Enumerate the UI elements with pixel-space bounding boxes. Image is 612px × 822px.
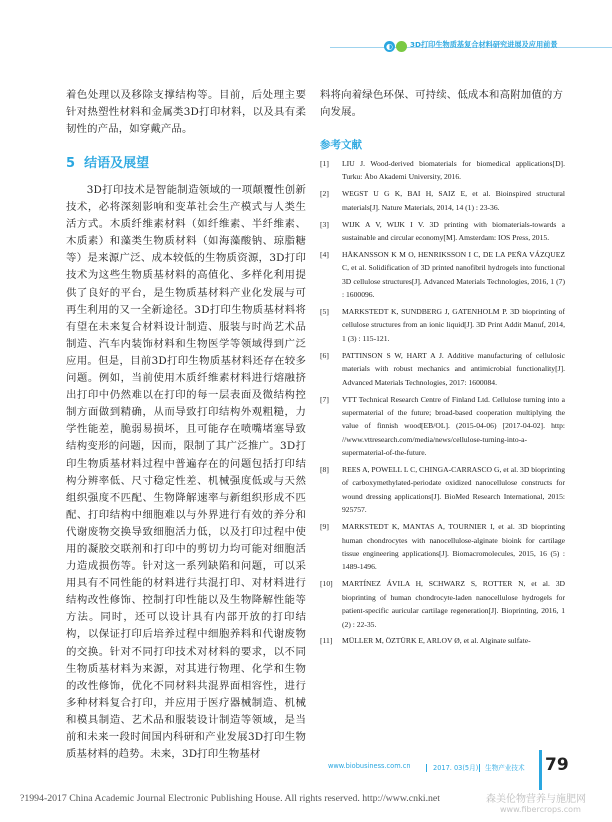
reference-number: [9] bbox=[320, 522, 329, 532]
reference-text: MARKSTEDT K, SUNDBERG J, GATENHOLM P. 3D bioprinting of cellulose structures from an ionic liquid[J]. 3D Print Addit Manuf, 2014, 1 (3) : 115-121. bbox=[342, 307, 565, 343]
running-header bbox=[0, 38, 612, 58]
reference-number: [11] bbox=[320, 636, 333, 646]
reference-item bbox=[320, 463, 565, 517]
reference-item bbox=[320, 393, 565, 460]
reference-item bbox=[320, 157, 565, 184]
header-logo-icon: ◐ bbox=[384, 41, 395, 52]
reference-number: [4] bbox=[320, 249, 329, 259]
reference-item bbox=[320, 218, 565, 245]
reference-text: WIJK A V, WIJK I V. 3D printing with biomaterials-towards a sustainable and circular economy[M]. Amsterdam: IOS Press, 2015. bbox=[342, 219, 565, 243]
reference-number: [1] bbox=[320, 159, 329, 168]
reference-number: [2] bbox=[320, 189, 329, 199]
header-dot-icon bbox=[396, 41, 407, 52]
reference-text: REES A, POWELL L C, CHINGA-CARRASCO G, et al. 3D bioprinting of carboxymethylated-periodate oxidized nanocellulose constructs for wound dressing applications[J]. BioMed Research International, 2015: 925757. bbox=[342, 465, 565, 515]
reference-number: [7] bbox=[320, 394, 329, 404]
reference-item bbox=[320, 520, 565, 574]
reference-text: MÜLLER M, ÖZTÜRK E, ARLOV Ø, et al. Alginate sulfate- bbox=[342, 636, 531, 646]
reference-text: VTT Technical Research Centre of Finland Ltd. Cellulose turning into a supermaterial of the future; broad-based cooperation multiplying the value of finnish wood[EB/OL]. (2015-04-06) [2017-04-02]. http: //www.vttresearch.com/media/news/cellulose-turning-into-a-supermaterial-of-the-future. bbox=[342, 394, 565, 458]
footer-date: 2017. 03(5月) bbox=[433, 764, 479, 772]
footer-separator bbox=[426, 764, 427, 772]
reference-number: [8] bbox=[320, 465, 329, 475]
reference-number: [10] bbox=[320, 579, 333, 589]
footer-separator bbox=[479, 764, 480, 772]
footer-url: www.biobusiness.com.cn bbox=[328, 762, 411, 770]
reference-text: MARKSTEDT K, MANTAS A, TOURNIER I, et al. 3D bioprinting human chondrocytes with nanocellulose-alginate bioink for cartilage tissue engineering applications[J]. Biomacromolecules, 2015, 16 (5) : 1489-1496. bbox=[342, 522, 565, 572]
reference-text: HÅKANSSON K M O, HENRIKSSON I C, DE LA PEÑA VÁZQUEZ C, et al. Solidification of 3D printed nanofibril hydrogels into functional 3D cellulose structures[J]. Advanced Materials Technologies, 2016, 1 (7) : 1600096. bbox=[342, 249, 565, 300]
references-list bbox=[320, 157, 565, 651]
footer-journal: 生物产业技术 bbox=[485, 764, 525, 772]
page-edge-marker bbox=[539, 750, 542, 790]
header-title: 3D打印生物质基复合材料研究进展及应用前景 bbox=[410, 40, 558, 49]
reference-item bbox=[320, 248, 565, 302]
section-number: 5 bbox=[66, 156, 76, 171]
reference-number: [3] bbox=[320, 219, 329, 229]
watermark-text: 森美伦物营养与施肥网 bbox=[486, 794, 586, 805]
references-heading: 参考文献 bbox=[320, 139, 362, 151]
reference-text: LIU J. Wood-derived biomaterials for biomedical applications[D]. Turku: Åbo Akademi University, 2016. bbox=[342, 159, 565, 182]
reference-number: [6] bbox=[320, 350, 329, 360]
reference-item bbox=[320, 187, 565, 214]
section-title: 结语及展望 bbox=[84, 156, 150, 171]
reference-item bbox=[320, 349, 565, 389]
section-heading bbox=[66, 152, 149, 171]
continuation-paragraph: 料将向着绿色环保、可持续、低成本和高附加值的方向发展。 bbox=[320, 89, 563, 119]
reference-text: WEGST U G K, BAI H, SAIZ E, et al. Bioinspired structural materials[J]. Nature Materials, 2014, 14 (1) : 23-36. bbox=[342, 189, 565, 212]
watermark-url: www.fibercrops.com bbox=[500, 805, 581, 814]
reference-item bbox=[320, 634, 565, 647]
footer bbox=[320, 762, 535, 775]
page-number: 79 bbox=[545, 755, 569, 775]
conclusion-paragraph: 3D打印技术是智能制造领域的一项颠覆性创新技术，必将深刻影响和变革社会生产模式与人类生活方式。木质纤维素材料（如纤维素、半纤维素、木质素）和藻类生物质材料（如海藻酸钠、琼脂糖等）是来源广泛、成本较低的生物质资源，3D打印技术为这些生物质基材料的高值化、多样化利用提供了良好的平台，是生物质基材料产业化发展与可再生利用的又一全新途径。3D打印生物质基材料将有望在未来复合材料设计制造、服装与时尚艺术品制造、汽车内装饰材料和生物医学等领域得到广泛应用。但是，目前3D打印生物质基材料还存在较多问题。例如，当前使用木质纤维素材料进行熔融挤出打印中仍然难以在打印的每一层表面及微结构控制方面做到精确，从而导致打印结构外观粗糙，力学性能差，脆弱易损坏，且可能存在喷嘴堵塞导致结构变形的问题，因而，限制了其广泛推广。3D打印生物质基材料过程中普遍存在的问题包括打印结构分辨率低、尺寸稳定性差、机械强度低或与天然组织强度不匹配、生物降解速率与新组织形成不匹配、打印结构中细胞难以与外界进行有效的养分和代谢废物交换导致细胞活力低，以及打印过程中使用的凝胶交联剂和打印中的剪切力均可能对细胞活力造成损伤等。针对这一系列缺陷和问题，可以采用具有不同性能的材料进行共混打印、对材料进行结构改性修饰、控制打印性能以及生物降解性能等方法。同时，还可以设计具有内部开放的打印结构，以保证打印后培养过程中细胞养料和代谢废物的交换。针对不同打印技术对材料的要求，以不同生物质基材料为来源，对其进行物理、化学和生物的改性修饰，优化不同材料共混界面相容性，进行多种材料复合打印，并应用于医疗器械制造、机械和模具制造、艺术品和服装设计制造等领域，是当前和未来一段时间国内科研和产业发展3D打印生物质基材料的趋势。未来，3D打印生物基材 bbox=[66, 184, 306, 761]
reference-item bbox=[320, 577, 565, 631]
copyright-notice: ?1994-2017 China Academic Journal Electronic Publishing House. All rights reserved. http://www.cnki.net bbox=[20, 793, 441, 804]
reference-item bbox=[320, 305, 565, 345]
reference-text: MARTÍNEZ ÁVILA H, SCHWARZ S, ROTTER N, et al. 3D bioprinting of human chondrocyte-laden nanocellulose hydrogels for patient-specific auricular cartilage regeneration[J]. Bioprinting, 2016, 1 (2) : 22-35. bbox=[342, 579, 565, 629]
reference-number: [5] bbox=[320, 307, 329, 317]
intro-paragraph: 着色处理以及移除支撑结构等。目前，后处理主要针对热塑性材料和金属类3D打印材料，以及具有柔韧性的产品，如穿戴产品。 bbox=[66, 89, 306, 136]
reference-text: PATTINSON S W, HART A J. Additive manufacturing of cellulosic materials with robust mechanics and antimicrobial functionality[J]. Advanced Materials Technologies, 2017: 1600084. bbox=[342, 350, 565, 387]
